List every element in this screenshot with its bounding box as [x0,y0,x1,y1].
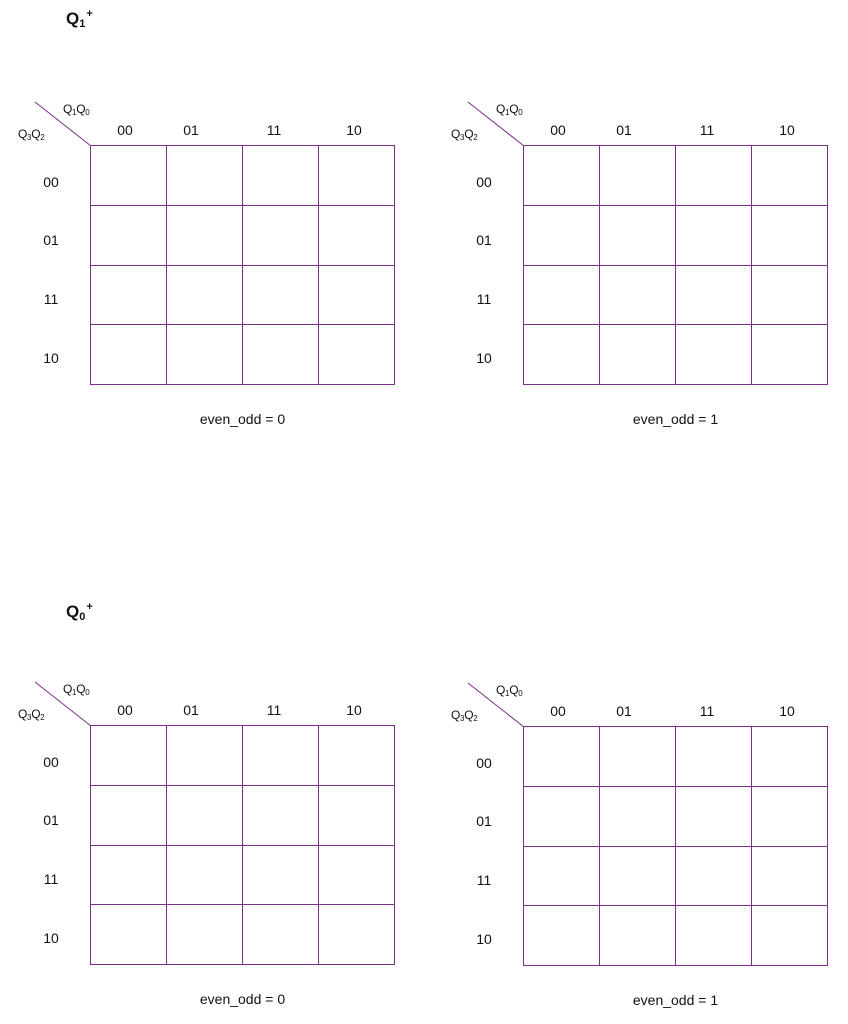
kmap-cell[interactable] [524,325,600,385]
kmap-cell[interactable] [600,906,676,966]
kmap-caption: even_odd = 0 [199,411,286,427]
kmap-cell[interactable] [243,785,319,845]
kmap-cell[interactable] [600,205,676,265]
kmap-cell[interactable] [243,146,319,206]
q0-plus-heading: $Q_0^+$ [66,601,93,623]
kmap-cell[interactable] [91,146,167,206]
column-label: 00 [550,122,566,138]
kmap-grid [523,145,828,385]
row-label: 01 [476,232,492,248]
kmap-row [91,205,395,265]
kmap-cell[interactable] [676,146,752,206]
kmap-cell[interactable] [167,146,243,206]
column-label: 11 [699,703,715,719]
q1-plus-heading: $Q_1^+$ [66,8,93,30]
kmap-cell[interactable] [600,846,676,906]
row-variables-label: $Q_3Q_2$ [451,708,478,723]
row-label: 10 [476,350,492,366]
kmap-cell[interactable] [600,325,676,385]
row-label: 11 [476,872,492,888]
kmap-cell[interactable] [243,726,319,786]
kmap-row [524,846,828,906]
row-label: 00 [476,755,492,771]
kmap-cell[interactable] [524,846,600,906]
column-label: 01 [183,702,199,718]
kmap-cell[interactable] [243,325,319,385]
kmap-caption: even_odd = 1 [632,992,719,1008]
row-label: 01 [43,812,59,828]
row-label: 01 [43,232,59,248]
row-label: 11 [43,871,59,887]
kmap-cell[interactable] [91,785,167,845]
row-label: 11 [476,291,492,307]
kmap-row [91,905,395,965]
column-variables-label: $Q_1Q_0$ [63,682,90,697]
kmap-cell[interactable] [243,845,319,905]
kmap-cell[interactable] [600,786,676,846]
kmap-cell[interactable] [752,786,828,846]
kmap-row [91,785,395,845]
kmap-row [524,325,828,385]
kmap-row [524,205,828,265]
kmap-cell[interactable] [600,146,676,206]
row-label: 00 [43,174,59,190]
kmap-row [524,786,828,846]
kmap-cell[interactable] [319,265,395,325]
kmap-row [91,325,395,385]
kmap-cell[interactable] [319,785,395,845]
kmap-cell[interactable] [676,727,752,787]
kmap-row [524,727,828,787]
kmap-row [524,146,828,206]
kmap-cell[interactable] [524,786,600,846]
kmap-cell[interactable] [319,905,395,965]
kmap-cell[interactable] [91,265,167,325]
column-variables-label: $Q_1Q_0$ [63,102,90,117]
kmap-cell[interactable] [752,727,828,787]
kmap-cell[interactable] [752,205,828,265]
row-label: 10 [43,930,59,946]
row-variables-label: $Q_3Q_2$ [18,707,45,722]
kmap-cell[interactable] [91,905,167,965]
kmap-grid [90,725,395,965]
row-label: 10 [476,931,492,947]
kmap-cell[interactable] [524,727,600,787]
column-label: 01 [616,703,632,719]
row-label: 00 [476,174,492,190]
column-label: 11 [266,122,282,138]
kmap-cell[interactable] [167,785,243,845]
kmap-cell[interactable] [319,845,395,905]
kmap-cell[interactable] [91,726,167,786]
kmap-caption: even_odd = 0 [199,991,286,1007]
kmap-row [91,146,395,206]
row-label: 00 [43,754,59,770]
kmap-cell[interactable] [600,727,676,787]
column-label: 11 [699,122,715,138]
kmap-cell[interactable] [752,146,828,206]
kmap-cell[interactable] [752,906,828,966]
kmap-row [524,906,828,966]
kmap-cell[interactable] [752,325,828,385]
kmap-cell[interactable] [91,845,167,905]
kmap-cell[interactable] [243,205,319,265]
kmap-cell[interactable] [676,205,752,265]
kmap-cell[interactable] [167,726,243,786]
column-label: 01 [183,122,199,138]
row-label: 11 [43,291,59,307]
column-label: 10 [346,122,362,138]
kmap-cell[interactable] [319,726,395,786]
kmap-grid [523,726,828,966]
kmap-cell[interactable] [752,265,828,325]
column-variables-label: $Q_1Q_0$ [496,102,523,117]
column-label: 11 [266,702,282,718]
kmap-cell[interactable] [319,146,395,206]
row-label: 10 [43,350,59,366]
row-variables-label: $Q_3Q_2$ [18,127,45,142]
kmap-cell[interactable] [167,205,243,265]
kmap-cell[interactable] [524,146,600,206]
kmap-caption: even_odd = 1 [632,411,719,427]
column-label: 00 [117,702,133,718]
kmap-grid [90,145,395,385]
column-label: 00 [117,122,133,138]
column-label: 10 [779,122,795,138]
kmap-cell[interactable] [243,905,319,965]
kmap-cell[interactable] [91,205,167,265]
kmap-cell[interactable] [600,265,676,325]
kmap-cell[interactable] [167,265,243,325]
kmap-cell[interactable] [167,905,243,965]
kmap-cell[interactable] [676,906,752,966]
karnaugh-map-4 [451,681,848,1021]
column-label: 01 [616,122,632,138]
kmap-cell[interactable] [752,846,828,906]
kmap-cell[interactable] [524,265,600,325]
column-label: 10 [779,703,795,719]
row-variables-label: $Q_3Q_2$ [451,127,478,142]
kmap-cell[interactable] [243,265,319,325]
kmap-row [524,265,828,325]
column-variables-label: $Q_1Q_0$ [496,683,523,698]
karnaugh-map-2 [451,100,848,440]
kmap-cell[interactable] [676,786,752,846]
kmap-cell[interactable] [167,845,243,905]
kmap-cell[interactable] [676,265,752,325]
kmap-cell[interactable] [167,325,243,385]
kmap-cell[interactable] [676,325,752,385]
kmap-cell[interactable] [319,325,395,385]
row-label: 01 [476,813,492,829]
kmap-row [91,726,395,786]
kmap-cell[interactable] [319,205,395,265]
karnaugh-map-1 [18,100,430,440]
kmap-row [91,845,395,905]
kmap-row [91,265,395,325]
column-label: 00 [550,703,566,719]
kmap-cell[interactable] [524,906,600,966]
kmap-cell[interactable] [524,205,600,265]
kmap-cell[interactable] [676,846,752,906]
kmap-cell[interactable] [91,325,167,385]
column-label: 10 [346,702,362,718]
karnaugh-map-3 [18,680,430,1020]
